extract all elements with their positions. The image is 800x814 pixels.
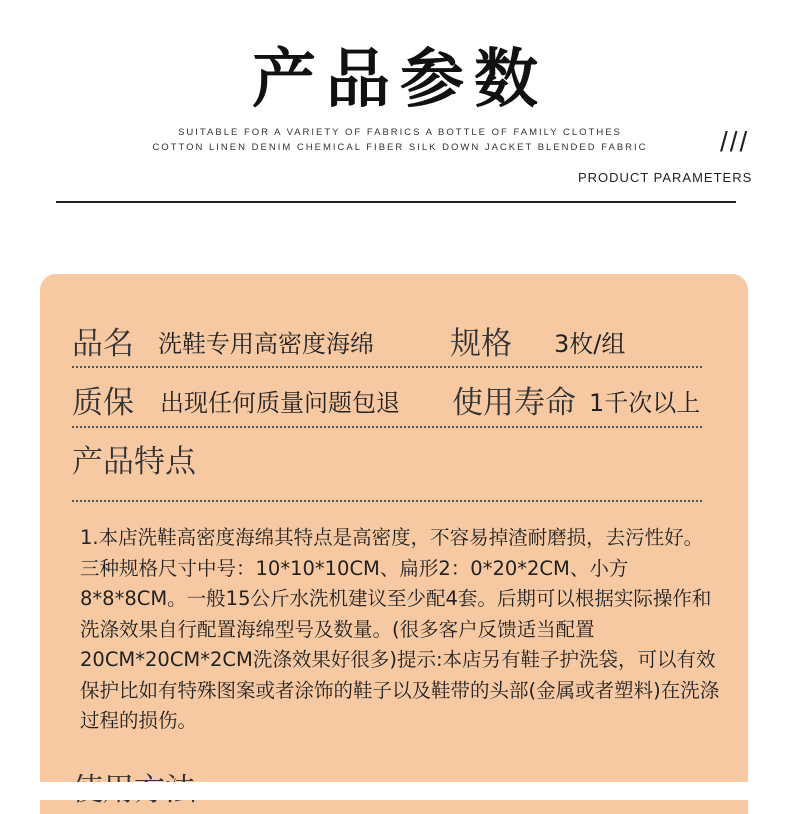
features-label: 产品特点 bbox=[72, 444, 196, 480]
section-label: PRODUCT PARAMETERS bbox=[578, 170, 753, 185]
bottom-strip bbox=[0, 782, 800, 800]
row-features-heading bbox=[72, 434, 702, 502]
row-name-spec bbox=[72, 316, 702, 368]
header-divider bbox=[56, 201, 736, 203]
warranty-label: 质保 bbox=[72, 385, 134, 421]
page-title: 产品参数 bbox=[252, 43, 548, 117]
subtitle-line-2: COTTON LINEN DENIM CHEMICAL FIBER SILK DOWN JACKET BLENDED FABRIC bbox=[152, 142, 648, 153]
life-label: 使用寿命 bbox=[452, 385, 576, 421]
decorative-slashes: /// bbox=[720, 126, 750, 157]
name-value: 洗鞋专用高密度海绵 bbox=[158, 330, 374, 358]
spec-value: 3枚/组 bbox=[554, 330, 626, 358]
usage-label bbox=[72, 764, 196, 784]
life-value: 1千次以上 bbox=[589, 389, 701, 417]
warranty-value: 出现任何质量问题包退 bbox=[160, 389, 400, 417]
subtitle-line-1: SUITABLE FOR A VARIETY OF FABRICS A BOTTLE OF FAMILY CLOTHES bbox=[178, 127, 622, 138]
row-warranty-life bbox=[72, 376, 702, 428]
spec-label: 规格 bbox=[450, 326, 512, 362]
name-label: 品名 bbox=[72, 326, 134, 362]
features-description: 1.本店洗鞋高密度海绵其特点是高密度，不容易掉渣耐磨损，去污性好。三种规格尺寸中号：10*10*10CM、扁形2：0*20*2CM、小方8*8*8CM。一般15公斤水洗机建议至少配4套。后期可以根据实际操作和洗涤效果自行配置海绵型号及数量。(很多客户反馈适当配置20CM*20CM*2CM洗涤效果好很多)提示:本店另有鞋子护洗袋，可以有效保护比如有特殊图案或者涂饰的鞋子以及鞋带的头部(金属或者塑料)在洗涤过程的损伤。 bbox=[80, 526, 720, 732]
